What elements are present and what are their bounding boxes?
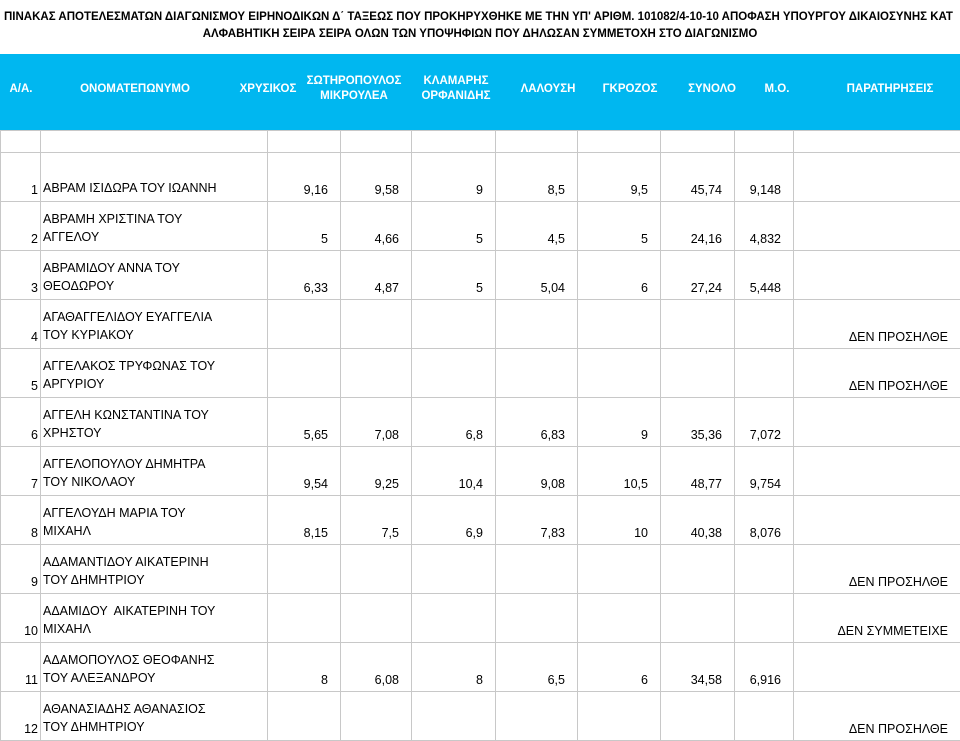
candidate-name (41, 300, 268, 349)
score-klamaris (412, 349, 496, 398)
header-klamaris-line1: ΚΛΑΜΑΡΗΣ (408, 74, 504, 89)
score-gkrozos: 5 (578, 202, 661, 251)
score-synolo: 34,58 (661, 643, 735, 692)
score-mo (735, 594, 794, 643)
candidate-name-line1: ΑΓΓΕΛΗ ΚΩΝΣΤΑΝΤΙΝΑ ΤΟΥ (43, 406, 267, 424)
score-klamaris (412, 692, 496, 741)
score-synolo: 45,74 (661, 153, 735, 202)
candidate-name-line2: ΘΕΟΔΩΡΟΥ (43, 277, 267, 295)
score-klamaris: 6,8 (412, 398, 496, 447)
table-row (1, 349, 960, 398)
remarks: ΔΕΝ ΠΡΟΣΗΛΘΕ (794, 692, 960, 741)
score-lalousi: 7,83 (496, 496, 578, 545)
header-sotiropoulos-line1: ΣΩΤΗΡΟΠΟΥΛΟΣ (298, 74, 410, 89)
spacer-row (1, 131, 960, 153)
score-synolo: 24,16 (661, 202, 735, 251)
score-chrysikos (268, 300, 341, 349)
score-lalousi: 8,5 (496, 153, 578, 202)
document-subtitle: ΑΛΦΑΒΗΤΙΚΗ ΣΕΙΡΑ ΣΕΙΡΑ ΟΛΩΝ ΤΩΝ ΥΠΟΨΗΦΙΩΝ ΠΟΥ ΔΗΛΩΣΑΝ ΣΥΜΜΕΤΟΧΗ ΣΤΟ ΔΙΑΓΩΝΙΣΜΟ (0, 28, 960, 40)
score-gkrozos: 10,5 (578, 447, 661, 496)
candidate-name-line1: ΑΔΑΜΟΠΟΥΛΟΣ ΘΕΟΦΑΝΗΣ (43, 651, 267, 669)
score-gkrozos: 6 (578, 643, 661, 692)
score-lalousi (496, 545, 578, 594)
score-gkrozos (578, 300, 661, 349)
row-number: 5 (1, 349, 41, 398)
score-chrysikos: 9,16 (268, 153, 341, 202)
row-number: 8 (1, 496, 41, 545)
score-synolo: 48,77 (661, 447, 735, 496)
score-sotiropoulos (341, 300, 412, 349)
score-gkrozos (578, 545, 661, 594)
candidate-name-line2: ΤΟΥ ΝΙΚΟΛΑΟΥ (43, 473, 267, 491)
row-number: 6 (1, 398, 41, 447)
remarks (794, 447, 960, 496)
candidate-name-line2: ΤΟΥ ΔΗΜΗΤΡΙΟΥ (43, 718, 267, 736)
table-row (1, 496, 960, 545)
remarks: ΔΕΝ ΠΡΟΣΗΛΘΕ (794, 349, 960, 398)
candidate-name (41, 251, 268, 300)
score-klamaris: 9 (412, 153, 496, 202)
score-synolo: 27,24 (661, 251, 735, 300)
results-table-body (1, 131, 960, 741)
score-gkrozos (578, 594, 661, 643)
score-sotiropoulos: 9,25 (341, 447, 412, 496)
candidate-name-line1: ΑΔΑΜΙΔΟΥ ΑΙΚΑΤΕΡΙΝΗ ΤΟΥ (43, 602, 267, 620)
row-number: 7 (1, 447, 41, 496)
score-mo (735, 300, 794, 349)
score-mo (735, 349, 794, 398)
score-mo: 9,754 (735, 447, 794, 496)
score-lalousi (496, 594, 578, 643)
score-chrysikos (268, 349, 341, 398)
score-chrysikos (268, 594, 341, 643)
score-lalousi: 5,04 (496, 251, 578, 300)
table-row (1, 251, 960, 300)
score-klamaris: 5 (412, 202, 496, 251)
score-sotiropoulos (341, 594, 412, 643)
row-number: 3 (1, 251, 41, 300)
row-number: 10 (1, 594, 41, 643)
document-title: ΠΙΝΑΚΑΣ ΑΠΟΤΕΛΕΣΜΑΤΩΝ ΔΙΑΓΩΝΙΣΜΟΥ ΕΙΡΗΝΟΔΙΚΩΝ Δ΄ ΤΑΞΕΩΣ ΠΟΥ ΠΡΟΚΗΡΥΧΘΗΚΕ ΜΕ ΤΗΝ ΥΠ' ΑΡΙΘΜ. 101082/4-10-10 ΑΠΟΦΑΣΗ ΥΠΟΥΡΓΟΥ ΔΙΚΑΙΟΣΥΝΗΣ ΚΑΤ (4, 11, 953, 23)
remarks: ΔΕΝ ΣΥΜΜΕΤΕΙΧΕ (794, 594, 960, 643)
score-sotiropoulos (341, 545, 412, 594)
candidate-name-line1: ΑΒΡΑΜ ΙΣΙΔΩΡΑ ΤΟΥ ΙΩΑΝΝΗ (43, 179, 267, 197)
table-header-band (0, 54, 960, 130)
score-synolo: 35,36 (661, 398, 735, 447)
score-mo: 9,148 (735, 153, 794, 202)
remarks (794, 251, 960, 300)
table-row (1, 692, 960, 741)
document-title-block (0, 0, 960, 54)
candidate-name-line1: ΑΓΓΕΛΟΥΔΗ ΜΑΡΙΑ ΤΟΥ (43, 504, 267, 522)
score-lalousi (496, 300, 578, 349)
score-synolo: 40,38 (661, 496, 735, 545)
score-sotiropoulos (341, 349, 412, 398)
remarks: ΔΕΝ ΠΡΟΣΗΛΘΕ (794, 300, 960, 349)
candidate-name-line2: ΑΓΓΕΛΟΥ (43, 228, 267, 246)
remarks (794, 202, 960, 251)
header-name: ΟΝΟΜΑΤΕΠΩΝΥΜΟ (60, 82, 210, 97)
candidate-name-line2: ΧΡΗΣΤΟΥ (43, 424, 267, 442)
table-row (1, 300, 960, 349)
score-mo (735, 545, 794, 594)
candidate-name-line2: ΤΟΥ ΔΗΜΗΤΡΙΟΥ (43, 571, 267, 589)
candidate-name (41, 398, 268, 447)
header-paratiriseis: ΠΑΡΑΤΗΡΗΣΕΙΣ (830, 82, 950, 97)
candidate-name-line2: ΤΟΥ ΑΛΕΞΑΝΔΡΟΥ (43, 669, 267, 687)
score-chrysikos: 6,33 (268, 251, 341, 300)
score-mo (735, 692, 794, 741)
row-number: 9 (1, 545, 41, 594)
score-gkrozos: 9 (578, 398, 661, 447)
score-lalousi: 9,08 (496, 447, 578, 496)
score-lalousi (496, 349, 578, 398)
remarks (794, 398, 960, 447)
score-chrysikos: 5,65 (268, 398, 341, 447)
score-sotiropoulos: 4,87 (341, 251, 412, 300)
candidate-name-line2: ΜΙΧΑΗΛ (43, 522, 267, 540)
candidate-name (41, 153, 268, 202)
candidate-name-line1: ΑΓΓΕΛΑΚΟΣ ΤΡΥΦΩΝΑΣ ΤΟΥ (43, 357, 267, 375)
header-sotiropoulos (298, 74, 410, 104)
header-klamaris-line2: ΟΡΦΑΝΙΔΗΣ (408, 89, 504, 104)
table-row (1, 202, 960, 251)
score-chrysikos: 8 (268, 643, 341, 692)
candidate-name-line2: ΜΙΧΑΗΛ (43, 620, 267, 638)
row-number: 11 (1, 643, 41, 692)
table-row (1, 398, 960, 447)
header-mo: Μ.Ο. (752, 82, 802, 97)
header-chrysikos: ΧΡΥΣΙΚΟΣ (228, 82, 308, 97)
remarks (794, 496, 960, 545)
table-row (1, 643, 960, 692)
header-aa: Α/Α. (2, 82, 40, 97)
score-mo: 8,076 (735, 496, 794, 545)
score-klamaris: 10,4 (412, 447, 496, 496)
table-row (1, 594, 960, 643)
row-number: 4 (1, 300, 41, 349)
score-synolo (661, 545, 735, 594)
score-lalousi: 6,83 (496, 398, 578, 447)
candidate-name-line1: ΑΓΑΘΑΓΓΕΛΙΔΟΥ ΕΥΑΓΓΕΛΙΑ (43, 308, 267, 326)
candidate-name-line1: ΑΓΓΕΛΟΠΟΥΛΟΥ ΔΗΜΗΤΡΑ (43, 455, 267, 473)
candidate-name (41, 447, 268, 496)
score-mo: 4,832 (735, 202, 794, 251)
score-sotiropoulos: 7,5 (341, 496, 412, 545)
candidate-name (41, 594, 268, 643)
score-lalousi: 4,5 (496, 202, 578, 251)
candidate-name (41, 643, 268, 692)
score-chrysikos (268, 545, 341, 594)
row-number: 1 (1, 153, 41, 202)
header-klamaris (408, 74, 504, 104)
score-klamaris: 8 (412, 643, 496, 692)
score-sotiropoulos: 4,66 (341, 202, 412, 251)
score-lalousi: 6,5 (496, 643, 578, 692)
score-mo: 5,448 (735, 251, 794, 300)
score-synolo (661, 692, 735, 741)
score-gkrozos: 10 (578, 496, 661, 545)
candidate-name (41, 349, 268, 398)
remarks (794, 643, 960, 692)
score-sotiropoulos (341, 692, 412, 741)
candidate-name (41, 545, 268, 594)
row-number: 2 (1, 202, 41, 251)
candidate-name-line1: ΑΒΡΑΜΗ ΧΡΙΣΤΙΝΑ ΤΟΥ (43, 210, 267, 228)
table-row (1, 545, 960, 594)
score-klamaris (412, 594, 496, 643)
score-sotiropoulos: 9,58 (341, 153, 412, 202)
score-gkrozos: 9,5 (578, 153, 661, 202)
candidate-name (41, 202, 268, 251)
score-gkrozos (578, 349, 661, 398)
score-gkrozos: 6 (578, 251, 661, 300)
score-chrysikos: 9,54 (268, 447, 341, 496)
header-sotiropoulos-line2: ΜΙΚΡΟΥΛΕΑ (298, 89, 410, 104)
score-klamaris: 5 (412, 251, 496, 300)
score-lalousi (496, 692, 578, 741)
score-chrysikos: 8,15 (268, 496, 341, 545)
results-table (0, 130, 960, 741)
table-row (1, 447, 960, 496)
candidate-name (41, 496, 268, 545)
score-synolo (661, 300, 735, 349)
score-mo: 6,916 (735, 643, 794, 692)
score-chrysikos: 5 (268, 202, 341, 251)
score-klamaris: 6,9 (412, 496, 496, 545)
header-lalousi: ΛΑΛΟΥΣΗ (508, 82, 588, 97)
candidate-name-line1: ΑΔΑΜΑΝΤΙΔΟΥ ΑΙΚΑΤΕΡΙΝΗ (43, 553, 267, 571)
candidate-name-line2: ΤΟΥ ΚΥΡΙΑΚΟΥ (43, 326, 267, 344)
header-gkrozos: ΓΚΡΟΖΟΣ (590, 82, 670, 97)
score-synolo (661, 594, 735, 643)
candidate-name-line2: ΑΡΓΥΡΙΟΥ (43, 375, 267, 393)
table-row (1, 153, 960, 202)
score-mo: 7,072 (735, 398, 794, 447)
remarks: ΔΕΝ ΠΡΟΣΗΛΘΕ (794, 545, 960, 594)
candidate-name (41, 692, 268, 741)
score-synolo (661, 349, 735, 398)
candidate-name-line1: ΑΒΡΑΜΙΔΟΥ ΑΝΝΑ ΤΟΥ (43, 259, 267, 277)
remarks (794, 153, 960, 202)
score-klamaris (412, 545, 496, 594)
score-gkrozos (578, 692, 661, 741)
candidate-name-line1: ΑΘΑΝΑΣΙΑΔΗΣ ΑΘΑΝΑΣΙΟΣ (43, 700, 267, 718)
score-sotiropoulos: 7,08 (341, 398, 412, 447)
score-klamaris (412, 300, 496, 349)
header-synolo: ΣΥΝΟΛΟ (672, 82, 752, 97)
score-chrysikos (268, 692, 341, 741)
score-sotiropoulos: 6,08 (341, 643, 412, 692)
row-number: 12 (1, 692, 41, 741)
